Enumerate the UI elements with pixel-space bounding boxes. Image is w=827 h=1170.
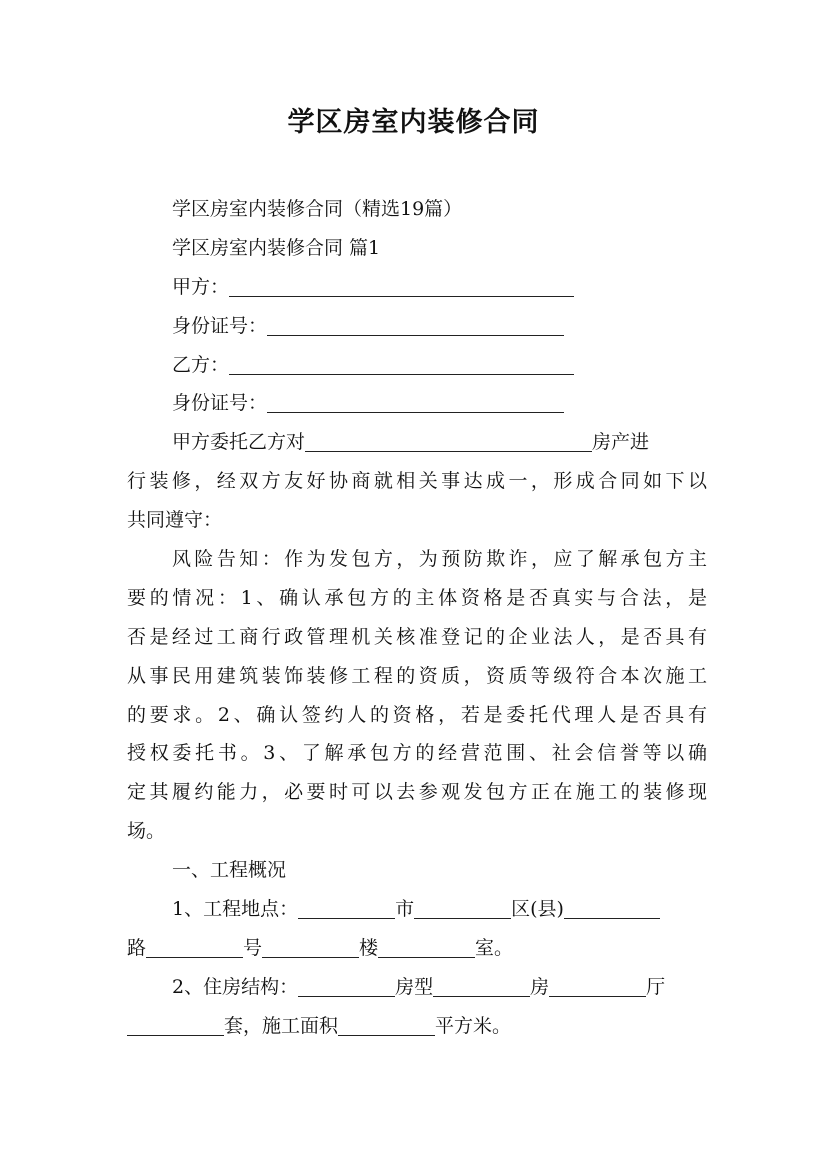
location-line-1 bbox=[127, 890, 707, 929]
number-blank bbox=[146, 935, 243, 958]
party-a-id-line bbox=[127, 307, 707, 346]
document-body bbox=[127, 190, 707, 1046]
structure-line-2 bbox=[127, 1007, 707, 1046]
property-blank bbox=[305, 429, 592, 452]
district-label: 区(县) bbox=[511, 898, 564, 921]
road-label: 路 bbox=[127, 936, 147, 959]
party-b-label: 乙方： bbox=[172, 353, 230, 376]
risk-line-3: 否是经过工商行政管理机关核准登记的企业法人，是否具有 bbox=[127, 625, 707, 648]
road-blank bbox=[564, 896, 660, 919]
party-a-blank bbox=[229, 274, 574, 297]
number-label: 号 bbox=[243, 936, 263, 959]
subtitle-line: 学区房室内装修合同（精选19篇） bbox=[172, 198, 463, 220]
rooms-label: 房 bbox=[530, 975, 550, 998]
risk-line-4: 从事民用建筑装饰装修工程的资质，资质等级符合本次施工 bbox=[127, 664, 707, 687]
rooms-blank bbox=[433, 974, 530, 997]
sets-label: 套，施工面积 bbox=[224, 1014, 339, 1037]
location-label: 1、工程地点： bbox=[172, 898, 299, 921]
building-label: 楼 bbox=[359, 936, 379, 959]
risk-line-6: 授权委托书。3、了解承包方的经营范围、社会信誉等以确 bbox=[127, 742, 707, 765]
risk-line-8: 场。 bbox=[127, 820, 166, 843]
district-blank bbox=[414, 896, 511, 919]
city-blank bbox=[298, 896, 395, 919]
party-b-line bbox=[127, 346, 707, 385]
party-b-id-line bbox=[127, 384, 707, 423]
document-title: 学区房室内装修合同 bbox=[287, 107, 540, 138]
section-one-heading: 一、工程概况 bbox=[172, 859, 287, 882]
building-blank bbox=[262, 935, 359, 958]
type-blank bbox=[298, 974, 395, 997]
entrust-line-2: 行装修，经双方友好协商就相关事达成一，形成合同如下以 bbox=[127, 470, 707, 493]
type-label: 房型 bbox=[395, 975, 434, 998]
party-b-blank bbox=[229, 352, 574, 375]
party-b-id-blank bbox=[267, 390, 564, 413]
location-line-2 bbox=[127, 929, 707, 968]
risk-line-1: 风险告知：作为发包方，为预防欺诈，应了解承包方主 bbox=[172, 548, 707, 571]
entrust-line-3: 共同遵守： bbox=[127, 509, 223, 532]
sets-blank bbox=[127, 1013, 224, 1036]
structure-label: 2、住房结构： bbox=[172, 975, 299, 998]
entrust-text-b: 房产进 bbox=[592, 431, 650, 454]
party-a-label: 甲方： bbox=[172, 275, 230, 298]
room-label: 室。 bbox=[475, 936, 514, 959]
risk-line-7: 定其履约能力，必要时可以去参观发包方正在施工的装修现 bbox=[127, 781, 707, 804]
halls-label: 厅 bbox=[646, 975, 666, 998]
entrust-line-1 bbox=[127, 423, 707, 462]
entrust-text-a: 甲方委托乙方对 bbox=[172, 431, 306, 454]
risk-line-2: 要的情况：1、确认承包方的主体资格是否真实与合法，是 bbox=[127, 586, 707, 609]
party-a-id-label: 身份证号： bbox=[172, 314, 268, 337]
city-label: 市 bbox=[395, 898, 415, 921]
structure-line-1 bbox=[127, 968, 707, 1007]
party-b-id-label: 身份证号： bbox=[172, 392, 268, 415]
section-heading: 学区房室内装修合同 篇1 bbox=[172, 236, 381, 259]
risk-line-5: 的要求。2、确认签约人的资格，若是委托代理人是否具有 bbox=[127, 703, 707, 726]
area-blank bbox=[338, 1013, 435, 1036]
party-a-id-blank bbox=[267, 313, 564, 336]
party-a-line bbox=[127, 268, 707, 307]
area-unit-label: 平方米。 bbox=[435, 1014, 512, 1037]
halls-blank bbox=[549, 974, 646, 997]
room-blank bbox=[378, 935, 475, 958]
